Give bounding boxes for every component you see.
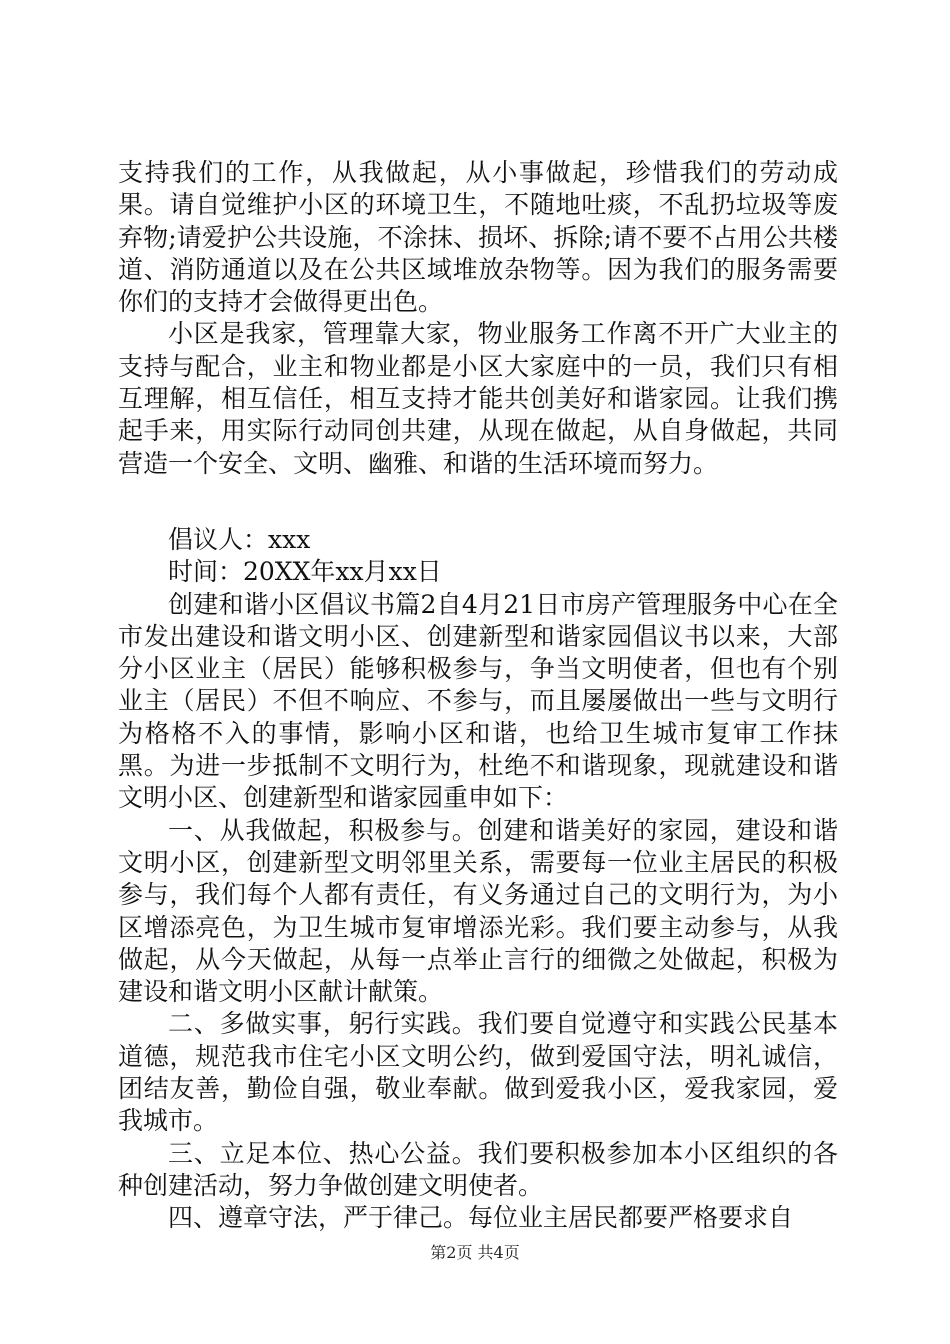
paragraph-point-4: 四、遵章守法，严于律己。每位业主居民都要严格要求自 (168, 1203, 794, 1233)
page-number-footer: 第2页 共4页 (430, 1243, 520, 1262)
paragraph-community: 小区是我家，管理靠大家，物业服务工作离不开广大业主的支持与配合，业主和物业都是小区大家庭中的一员，我们只有相互理解，相互信任，相互支持才能共创美好和谐家园。让我们携起手来，用实际行动同创共建，从现在做起，从自身做起，共同营造一个安全、文明、幽雅、和谐的生活环境而努力。 (118, 319, 838, 478)
paragraph-spacer (118, 480, 838, 524)
paragraph-point-1: 一、从我做起，积极参与。创建和谐美好的家园，建设和谐文明小区，创建新型文明邻里关系，需要每一位业主居民的积极参与，我们每个人都有责任，有义务通过自己的文明行为，为小区增添亮色，为卫生城市复审增添光彩。我们要主动参与，从我做起，从今天做起，从每一点举止言行的细微之处做起，积极为建设和谐文明小区献计献策。 (118, 815, 838, 1007)
signer-line: 倡议人：xxx (168, 524, 311, 554)
document-body (118, 157, 838, 1235)
paragraph-continuation: 支持我们的工作，从我做起，从小事做起，珍惜我们的劳动成果。请自觉维护小区的环境卫生，不随地吐痰，不乱扔垃圾等废弃物;请爱护公共设施，不涂抹、损坏、拆除;请不要不占用公共楼道、消防通道以及在公共区域堆放杂物等。因为我们的服务需要你们的支持才会做得更出色。 (118, 158, 838, 317)
paragraph-point-2: 二、多做实事，躬行实践。我们要自觉遵守和实践公民基本道德，规范我市住宅小区文明公约，做到爱国守法，明礼诚信，团结友善，勤俭自强，敬业奉献。做到爱我小区，爱我家园，爱我城市。 (118, 1009, 838, 1136)
paragraph-article2-intro: 创建和谐小区倡议书篇2自4月21日市房产管理服务中心在全市发出建设和谐文明小区、创建新型和谐家园倡议书以来，大部分小区业主（居民）能够积极参与，争当文明使者，但也有个别业主（居民）不但不响应、不参与，而且屡屡做出一些与文明行为格格不入的事情，影响小区和谐，也给卫生城市复审工作抹黑。为进一步抵制不文明行为，杜绝不和谐现象，现就建设和谐文明小区、创建新型和谐家园重申如下： (118, 589, 838, 813)
date-line: 时间：20XX年xx月xx日 (168, 557, 442, 587)
paragraph-point-3: 三、立足本位、热心公益。我们要积极参加本小区组织的各种创建活动，努力争做创建文明使者。 (118, 1138, 838, 1200)
